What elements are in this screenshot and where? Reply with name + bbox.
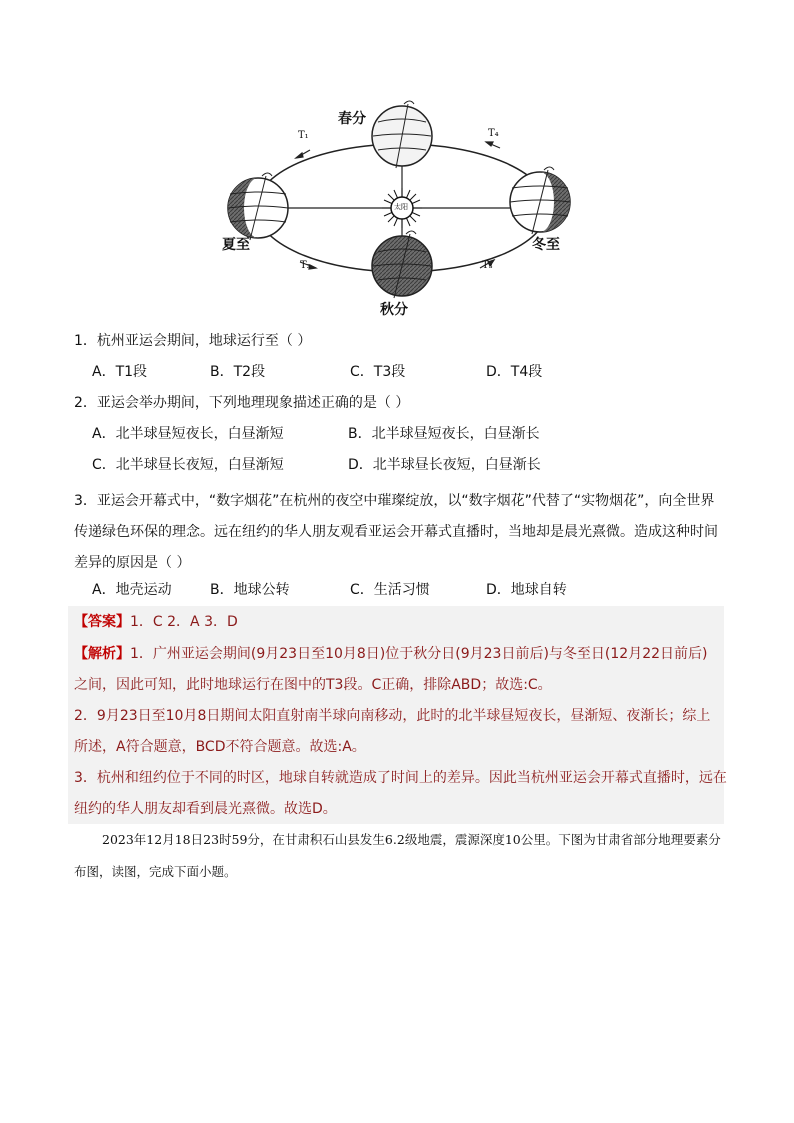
earth-winter bbox=[510, 167, 570, 234]
analysis-tag: 【解析】 bbox=[74, 646, 130, 662]
q1-option-c[interactable]: C．T3段 bbox=[350, 364, 406, 380]
analysis-line-6: 纽约的华人朋友却看到晨光熹微。故选D。 bbox=[74, 801, 337, 817]
analysis-line-5: 3．杭州和纽约位于不同的时区，地球自转就造成了时间上的差异。因此当杭州亚运会开幕式直播时，远在 bbox=[74, 770, 727, 786]
q3-option-d[interactable]: D．地球自转 bbox=[486, 582, 567, 598]
label-summer: 夏至 bbox=[222, 237, 250, 253]
q2-option-a[interactable]: A．北半球昼短夜长，白昼渐短 bbox=[92, 426, 284, 442]
analysis-line-3: 2．9月23日至10月8日期间太阳直射南半球向南移动，此时的北半球昼短夜长，昼渐短、夜渐长；综上 bbox=[74, 708, 711, 724]
label-sun: 太阳 bbox=[394, 203, 408, 211]
label-t3: T₃ bbox=[482, 260, 493, 271]
question-3-stem: 3．亚运会开幕式中，“数字烟花”在杭州的夜空中璀璨绽放，以“数字烟花”代替了“实物烟花”，向全世界传递绿色环保的理念。远在纽约的华人朋友观看亚运会开幕式直播时，当地却是晨光熹微。造成这种时间差异的原因是（ ） bbox=[74, 493, 718, 571]
answer-text: 1．C 2．A 3．D bbox=[130, 614, 238, 630]
earth-spring bbox=[372, 101, 432, 168]
label-winter: 冬至 bbox=[532, 237, 560, 253]
question-1-stem: 1．杭州亚运会期间，地球运行至（ ） bbox=[74, 333, 312, 349]
question-2-stem: 2．亚运会举办期间，下列地理现象描述正确的是（ ） bbox=[74, 395, 410, 411]
answer-line bbox=[74, 612, 238, 632]
q1-option-d[interactable]: D．T4段 bbox=[486, 364, 543, 380]
label-spring: 春分 bbox=[338, 111, 366, 127]
q3-option-a[interactable]: A．地壳运动 bbox=[92, 582, 172, 598]
q2-option-b[interactable]: B．北半球昼短夜长，白昼渐长 bbox=[348, 426, 540, 442]
earth-autumn bbox=[372, 231, 432, 298]
analysis-text-1: 1．广州亚运会期间(9月23日至10月8日)位于秋分日(9月23日前后)与冬至日(12月22日前后) bbox=[130, 646, 708, 662]
q1-option-a[interactable]: A．T1段 bbox=[92, 364, 148, 380]
q1-option-b[interactable]: B．T2段 bbox=[210, 364, 266, 380]
label-t1: T₁ bbox=[298, 130, 309, 141]
earth-summer bbox=[228, 173, 288, 240]
analysis-line-2: 之间，因此可知，此时地球运行在图中的T3段。C正确，排除ABD；故选:C。 bbox=[74, 677, 552, 693]
answer-tag: 【答案】 bbox=[74, 614, 130, 630]
analysis-line-4: 所述，A符合题意，BCD不符合题意。故选:A。 bbox=[74, 739, 366, 755]
q2-option-c[interactable]: C．北半球昼长夜短，白昼渐短 bbox=[92, 457, 284, 473]
q3-option-b[interactable]: B．地球公转 bbox=[210, 582, 290, 598]
label-t4: T₄ bbox=[488, 128, 499, 139]
analysis-line-1 bbox=[74, 644, 707, 664]
next-section-intro: 2023年12月18日23时59分，在甘肃积石山县发生6.2级地震，震源深度10公里。下图为甘肃省部分地理要素分布图，读图，完成下面小题。 bbox=[74, 832, 721, 879]
q3-option-c[interactable]: C．生活习惯 bbox=[350, 582, 430, 598]
label-t2: T₂ bbox=[300, 260, 311, 271]
q2-option-d[interactable]: D．北半球昼长夜短，白昼渐长 bbox=[348, 457, 541, 473]
earth-orbit-diagram bbox=[218, 96, 586, 318]
label-autumn: 秋分 bbox=[380, 302, 408, 318]
